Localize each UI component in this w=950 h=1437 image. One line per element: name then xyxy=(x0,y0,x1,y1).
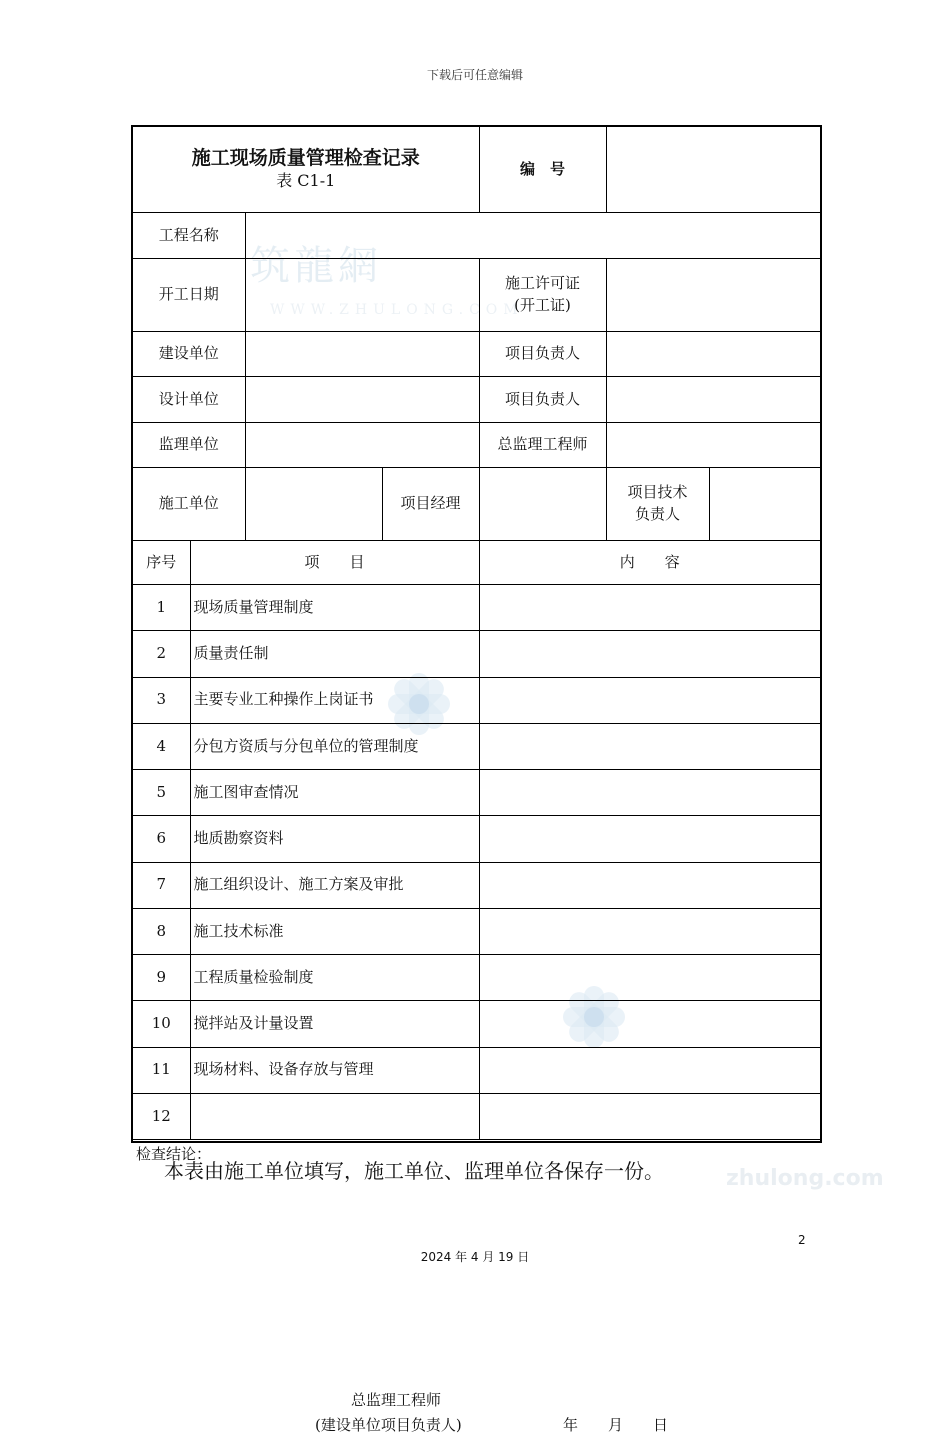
tech-lead-label-line1: 项目技术 xyxy=(627,483,688,502)
sign-owner-pm: (建设单位项目负责人) xyxy=(315,1416,462,1435)
item-number: 3 xyxy=(132,677,190,723)
table-row xyxy=(132,1001,821,1047)
contractor-label: 施工单位 xyxy=(132,468,245,541)
item-name: 搅拌站及计量设置 xyxy=(190,1001,479,1047)
designer-pm-field[interactable] xyxy=(606,377,821,423)
form-title: 施工现场质量管理检查记录 xyxy=(191,146,420,169)
item-name: 施工技术标准 xyxy=(190,908,479,954)
permit-label-line2: (开工证) xyxy=(514,295,571,314)
owner-field[interactable] xyxy=(245,331,479,377)
item-number: 6 xyxy=(132,816,190,862)
item-number: 4 xyxy=(132,723,190,769)
table-row xyxy=(132,631,821,677)
tech-lead-label-line2: 负责人 xyxy=(635,505,681,524)
form-title-cell xyxy=(132,126,479,213)
col-item-header: 项 目 xyxy=(190,540,479,584)
item-name: 主要专业工种操作上岗证书 xyxy=(190,677,479,723)
col-content-header: 内 容 xyxy=(479,540,821,584)
item-number: 8 xyxy=(132,908,190,954)
item-name: 分包方资质与分包单位的管理制度 xyxy=(190,723,479,769)
item-name xyxy=(190,1093,479,1139)
item-content-field[interactable] xyxy=(479,677,821,723)
tech-lead-field[interactable] xyxy=(709,468,821,541)
designer-pm-label: 项目负责人 xyxy=(479,377,606,423)
table-row xyxy=(132,862,821,908)
item-name: 施工组织设计、施工方案及审批 xyxy=(190,862,479,908)
tech-lead-label xyxy=(606,468,709,541)
item-name: 现场质量管理制度 xyxy=(190,585,479,631)
item-content-field[interactable] xyxy=(479,1047,821,1093)
supervisor-field[interactable] xyxy=(245,422,479,468)
permit-field[interactable] xyxy=(606,258,821,331)
watermark-site: zhulong.com xyxy=(726,1166,884,1191)
item-number: 5 xyxy=(132,770,190,816)
project-name-label: 工程名称 xyxy=(132,213,245,259)
item-content-field[interactable] xyxy=(479,585,821,631)
item-name: 施工图审查情况 xyxy=(190,770,479,816)
table-row xyxy=(132,1047,821,1093)
conclusion-label: 检查结论： xyxy=(136,1145,212,1164)
item-name: 现场材料、设备存放与管理 xyxy=(190,1047,479,1093)
table-row xyxy=(132,955,821,1001)
start-date-label: 开工日期 xyxy=(132,258,245,331)
item-name: 地质勘察资料 xyxy=(190,816,479,862)
sign-date: 年 月 日 xyxy=(563,1416,669,1435)
designer-field[interactable] xyxy=(245,377,479,423)
start-date-field[interactable] xyxy=(245,258,479,331)
owner-pm-field[interactable] xyxy=(606,331,821,377)
item-content-field[interactable] xyxy=(479,816,821,862)
item-content-field[interactable] xyxy=(479,770,821,816)
supervisor-label: 监理单位 xyxy=(132,422,245,468)
item-number: 1 xyxy=(132,585,190,631)
table-row xyxy=(132,770,821,816)
page-number: 2 xyxy=(798,1233,806,1247)
pm-field[interactable] xyxy=(479,468,606,541)
project-name-field[interactable] xyxy=(245,213,821,259)
table-row xyxy=(132,1093,821,1139)
number-field[interactable] xyxy=(606,126,821,213)
item-name: 工程质量检验制度 xyxy=(190,955,479,1001)
form-subtitle: 表 C1-1 xyxy=(276,171,336,191)
item-content-field[interactable] xyxy=(479,1001,821,1047)
item-content-field[interactable] xyxy=(479,955,821,1001)
designer-label: 设计单位 xyxy=(132,377,245,423)
footnote: 本表由施工单位填写，施工单位、监理单位各保存一份。 xyxy=(164,1159,664,1183)
item-number: 9 xyxy=(132,955,190,1001)
header-note: 下载后可任意编辑 xyxy=(426,68,523,82)
owner-label: 建设单位 xyxy=(132,331,245,377)
permit-label-line1: 施工许可证 xyxy=(505,273,581,292)
watermark-url: WWW.ZHULONG.COM xyxy=(270,302,524,318)
table-row xyxy=(132,723,821,769)
item-content-field[interactable] xyxy=(479,1093,821,1139)
items-table-body xyxy=(132,585,821,1140)
item-number: 12 xyxy=(132,1093,190,1139)
chief-engineer-field[interactable] xyxy=(606,422,821,468)
number-label: 编 号 xyxy=(479,126,606,213)
col-seq-header: 序号 xyxy=(132,540,190,584)
watermark-logo-text: 筑龍網 xyxy=(250,243,382,289)
table-row xyxy=(132,908,821,954)
table-row xyxy=(132,677,821,723)
contractor-field[interactable] xyxy=(245,468,382,541)
item-name: 质量责任制 xyxy=(190,631,479,677)
table-row xyxy=(132,585,821,631)
item-number: 7 xyxy=(132,862,190,908)
item-number: 10 xyxy=(132,1001,190,1047)
item-number: 2 xyxy=(132,631,190,677)
table-row xyxy=(132,816,821,862)
item-content-field[interactable] xyxy=(479,631,821,677)
owner-pm-label: 项目负责人 xyxy=(479,331,606,377)
item-content-field[interactable] xyxy=(479,908,821,954)
chief-engineer-label: 总监理工程师 xyxy=(479,422,606,468)
item-content-field[interactable] xyxy=(479,723,821,769)
permit-label xyxy=(479,258,606,331)
item-number: 11 xyxy=(132,1047,190,1093)
pm-label: 项目经理 xyxy=(382,468,479,541)
sign-chief-engineer: 总监理工程师 xyxy=(351,1391,442,1410)
item-content-field[interactable] xyxy=(479,862,821,908)
footer-date: 2024 年 4 月 19 日 xyxy=(420,1250,530,1264)
